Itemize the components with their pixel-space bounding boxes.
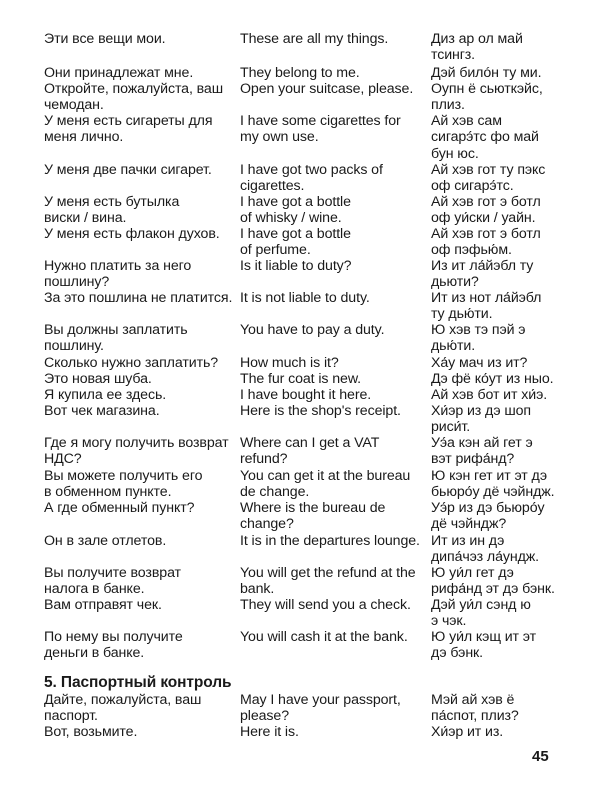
transcription: Ит из ин дэ дипа́чэз ла́ундж. (431, 533, 540, 566)
transcription: Хи́эр из дэ шоп риси́т. (431, 403, 532, 436)
english-phrase: Where is the bureau de change? (240, 500, 386, 533)
english-phrase: You have to pay a duty. (240, 322, 385, 338)
transcription: Дэ фё ко́ут из ныо. (431, 371, 554, 387)
russian-phrase: Эти все вещи мои. (44, 31, 166, 47)
english-phrase: Is it liable to duty? (240, 258, 352, 274)
english-phrase: I have got a bottle of perfume. (240, 226, 351, 259)
russian-phrase: Вы можете получить его в обменном пункте. (44, 468, 203, 501)
transcription: Ю уи́л кэщ ит эт дэ бэнк. (431, 629, 537, 662)
section-heading: 5. Паспортный контроль (44, 674, 232, 691)
english-phrase: Where can I get a VAT refund? (240, 435, 380, 468)
transcription: Мэй ай хэв ё па́спот, плиз? (431, 692, 519, 725)
russian-phrase: Откройте, пожалуйста, ваш чемодан. (44, 81, 224, 114)
transcription: Из ит ла́йэбл ту дьюти? (431, 258, 534, 291)
transcription: Уэ́а кэн ай гет э вэт рифа́нд? (431, 435, 533, 468)
transcription: Хи́эр ит из. (431, 724, 504, 740)
english-phrase: They belong to me. (240, 65, 360, 81)
english-phrase: It is in the departures lounge. (240, 533, 420, 549)
russian-phrase: Вы должны заплатить пошлину. (44, 322, 188, 355)
english-phrase: I have bought it here. (240, 387, 372, 403)
transcription: Оупн ё сьюткэйс, плиз. (431, 81, 543, 114)
russian-phrase: Дайте, пожалуйста, ваш паспорт. (44, 692, 202, 725)
transcription: Ай хэв гот э ботл оф уи́ски / уайн. (431, 194, 541, 227)
russian-phrase: За это пошлина не платится. (44, 290, 233, 306)
transcription: Дэй билóн ту ми. (431, 65, 542, 81)
russian-phrase: А где обменный пункт? (44, 500, 195, 516)
transcription: Уэ́р из дэ бьюро́у дё чэйндж? (431, 500, 545, 533)
transcription: Дэй уи́л сэнд ю э чэк. (431, 597, 531, 630)
russian-phrase: Где я могу получить возврат НДС? (44, 435, 229, 468)
english-phrase: I have got two packs of cigarettes. (240, 162, 383, 195)
english-phrase: You can get it at the bureau de change. (240, 468, 411, 501)
english-phrase: I have some cigarettes for my own use. (240, 113, 401, 146)
english-phrase: Here is the shop's receipt. (240, 403, 401, 419)
english-phrase: They will send you a check. (240, 597, 411, 613)
transcription: Ю кэн гет ит эт дэ бьюро́у дё чэйндж. (431, 468, 555, 501)
transcription: Ю хэв тэ пэй э дью́ти. (431, 322, 526, 355)
russian-phrase: У меня есть флакон духов. (44, 226, 220, 242)
transcription: Ай хэв гот ту пэкс оф сигарэ́тс. (431, 162, 546, 195)
russian-phrase: Они принадлежат мне. (44, 65, 194, 81)
russian-phrase: Я купила ее здесь. (44, 387, 167, 403)
russian-phrase: Вам отправят чек. (44, 597, 162, 613)
transcription: Ай хэв бот ит хи́э. (431, 387, 548, 403)
english-phrase: The fur coat is new. (240, 371, 362, 387)
russian-phrase: Вот чек магазина. (44, 403, 160, 419)
russian-phrase: У меня есть сигареты для меня лично. (44, 113, 213, 146)
russian-phrase: Нужно платить за него пошлину? (44, 258, 192, 291)
english-phrase: You will get the refund at the bank. (240, 565, 416, 598)
transcription: Ит из нот ла́йэбл ту дью́ти. (431, 290, 542, 323)
english-phrase: May I have your passport, please? (240, 692, 401, 725)
russian-phrase: У меня две пачки сигарет. (44, 162, 212, 178)
transcription: Ай хэв сам сигарэ́тс фо май бун юс. (431, 113, 539, 162)
transcription: Диз ар ол май тсингз. (431, 31, 523, 64)
english-phrase: I have got a bottle of whisky / wine. (240, 194, 351, 227)
russian-phrase: Это новая шуба. (44, 371, 152, 387)
english-phrase: Here it is. (240, 724, 299, 740)
page-number: 45 (532, 748, 549, 765)
transcription: Ай хэв гот э ботл оф пэфью́м. (431, 226, 541, 259)
english-phrase: Open your suitcase, please. (240, 81, 414, 97)
russian-phrase: У меня есть бутылка виски / вина. (44, 194, 180, 227)
english-phrase: How much is it? (240, 355, 339, 371)
english-phrase: You will cash it at the bank. (240, 629, 408, 645)
russian-phrase: Он в зале отлетов. (44, 533, 167, 549)
english-phrase: It is not liable to duty. (240, 290, 370, 306)
russian-phrase: Сколько нужно заплатить? (44, 355, 219, 371)
transcription: Ю уи́л гет дэ рифа́нд эт дэ бэнк. (431, 565, 555, 598)
russian-phrase: По нему вы получите деньги в банке. (44, 629, 183, 662)
transcription: Ха́у мач из ит? (431, 355, 528, 371)
russian-phrase: Вы получите возврат налога в банке. (44, 565, 181, 598)
russian-phrase: Вот, возьмите. (44, 724, 138, 740)
english-phrase: These are all my things. (240, 31, 389, 47)
